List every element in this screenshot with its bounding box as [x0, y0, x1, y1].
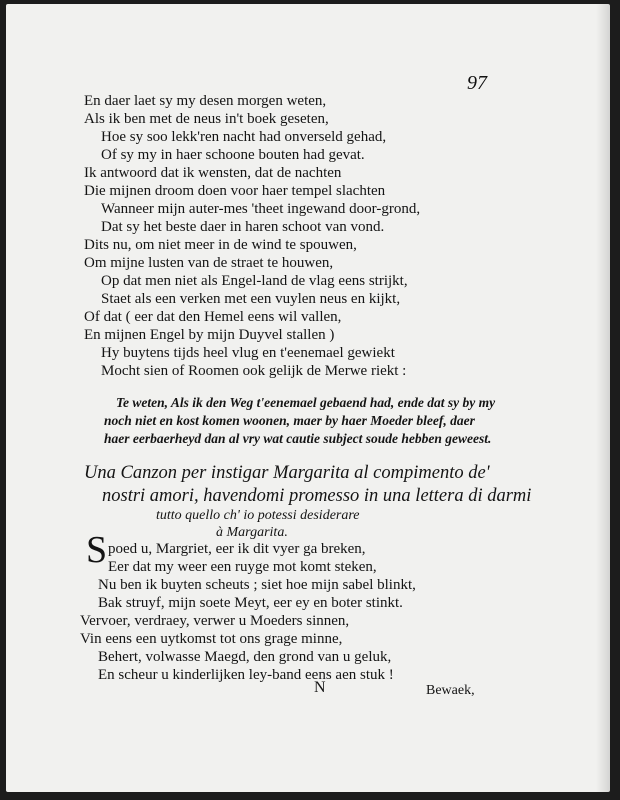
- prose-line: Te weten, Als ik den Weg t'eenemael gebaend had, ende dat sy by my: [116, 395, 496, 410]
- drop-cap: S: [86, 529, 108, 571]
- poem-line: Dat sy het beste daer in haren schoot van vond.: [101, 219, 385, 235]
- poem-line: Hy buytens tijds heel vlug en t'eenemael gewiekt: [101, 345, 395, 361]
- song-heading-line: nostri amori, havendomi promesso in una lettera di darmi: [102, 486, 532, 506]
- poem-line: Mocht sien of Roomen ook gelijk de Merwe riekt :: [101, 363, 407, 379]
- poem-line: Die mijnen droom doen voor haer tempel slachten: [84, 183, 386, 199]
- poem-line: En scheur u kinderlijken ley-band eens aen stuk !: [98, 667, 394, 683]
- poem-line: Ik antwoord dat ik wensten, dat de nachten: [84, 165, 342, 181]
- song-heading-line: Una Canzon per instigar Margarita al compimento de': [84, 463, 490, 483]
- poem-line: Hoe sy soo lekk'ren nacht had onverseld gehad,: [101, 129, 387, 145]
- prose-line: haer eerbaerheyd dan al vry wat cautie subject soude hebben geweest.: [104, 431, 492, 446]
- poem-line: Vin eens een uytkomst tot ons grage minne,: [80, 631, 343, 647]
- poem-line: Eer dat my weer een ruyge mot komt steken,: [108, 559, 377, 575]
- poem-line: En mijnen Engel by mijn Duyvel stallen ): [84, 327, 335, 343]
- poem-line: En daer laet sy my desen morgen weten,: [84, 93, 327, 109]
- poem-line: Vervoer, verdraey, verwer u Moeders sinnen,: [80, 613, 350, 629]
- poem-line: Om mijne lusten van de straet te houwen,: [84, 255, 334, 271]
- poem-line: Staet als een verken met een vuylen neus en kijkt,: [101, 291, 401, 307]
- poem-line: Bak struyf, mijn soete Meyt, eer ey en boter stinkt.: [98, 595, 403, 611]
- poem-line: Nu ben ik buyten scheuts ; siet hoe mijn sabel blinkt,: [98, 577, 416, 593]
- bleed-through-text: [536, 94, 606, 694]
- book-page: [6, 4, 610, 792]
- poem-line: Op dat men niet als Engel-land de vlag eens strijkt,: [101, 273, 408, 289]
- prose-line: noch niet en kost komen woonen, maer by haer Moeder bleef, daer: [104, 413, 475, 428]
- catchword: Bewaek,: [426, 683, 475, 698]
- poem-line: Als ik ben met de neus in't boek geseten,: [84, 111, 329, 127]
- poem-line: poed u, Margriet, eer ik dit vyer ga breken,: [108, 541, 366, 557]
- poem-line: Of dat ( eer dat den Hemel eens wil vallen,: [84, 309, 342, 325]
- poem-line: Wanneer mijn auter-mes 'theet ingewand door-grond,: [101, 201, 421, 217]
- poem-line: Of sy my in haer schoone bouten had gevat.: [101, 147, 365, 163]
- song-heading-line: à Margarita.: [216, 525, 288, 540]
- song-heading-line: tutto quello ch' io potessi desiderare: [156, 508, 360, 523]
- page-number: 97: [467, 72, 487, 94]
- poem-line: Behert, volwasse Maegd, den grond van u geluk,: [98, 649, 392, 665]
- poem-line: Dits nu, om niet meer in de wind te spouwen,: [84, 237, 357, 253]
- signature-mark: N: [314, 679, 326, 696]
